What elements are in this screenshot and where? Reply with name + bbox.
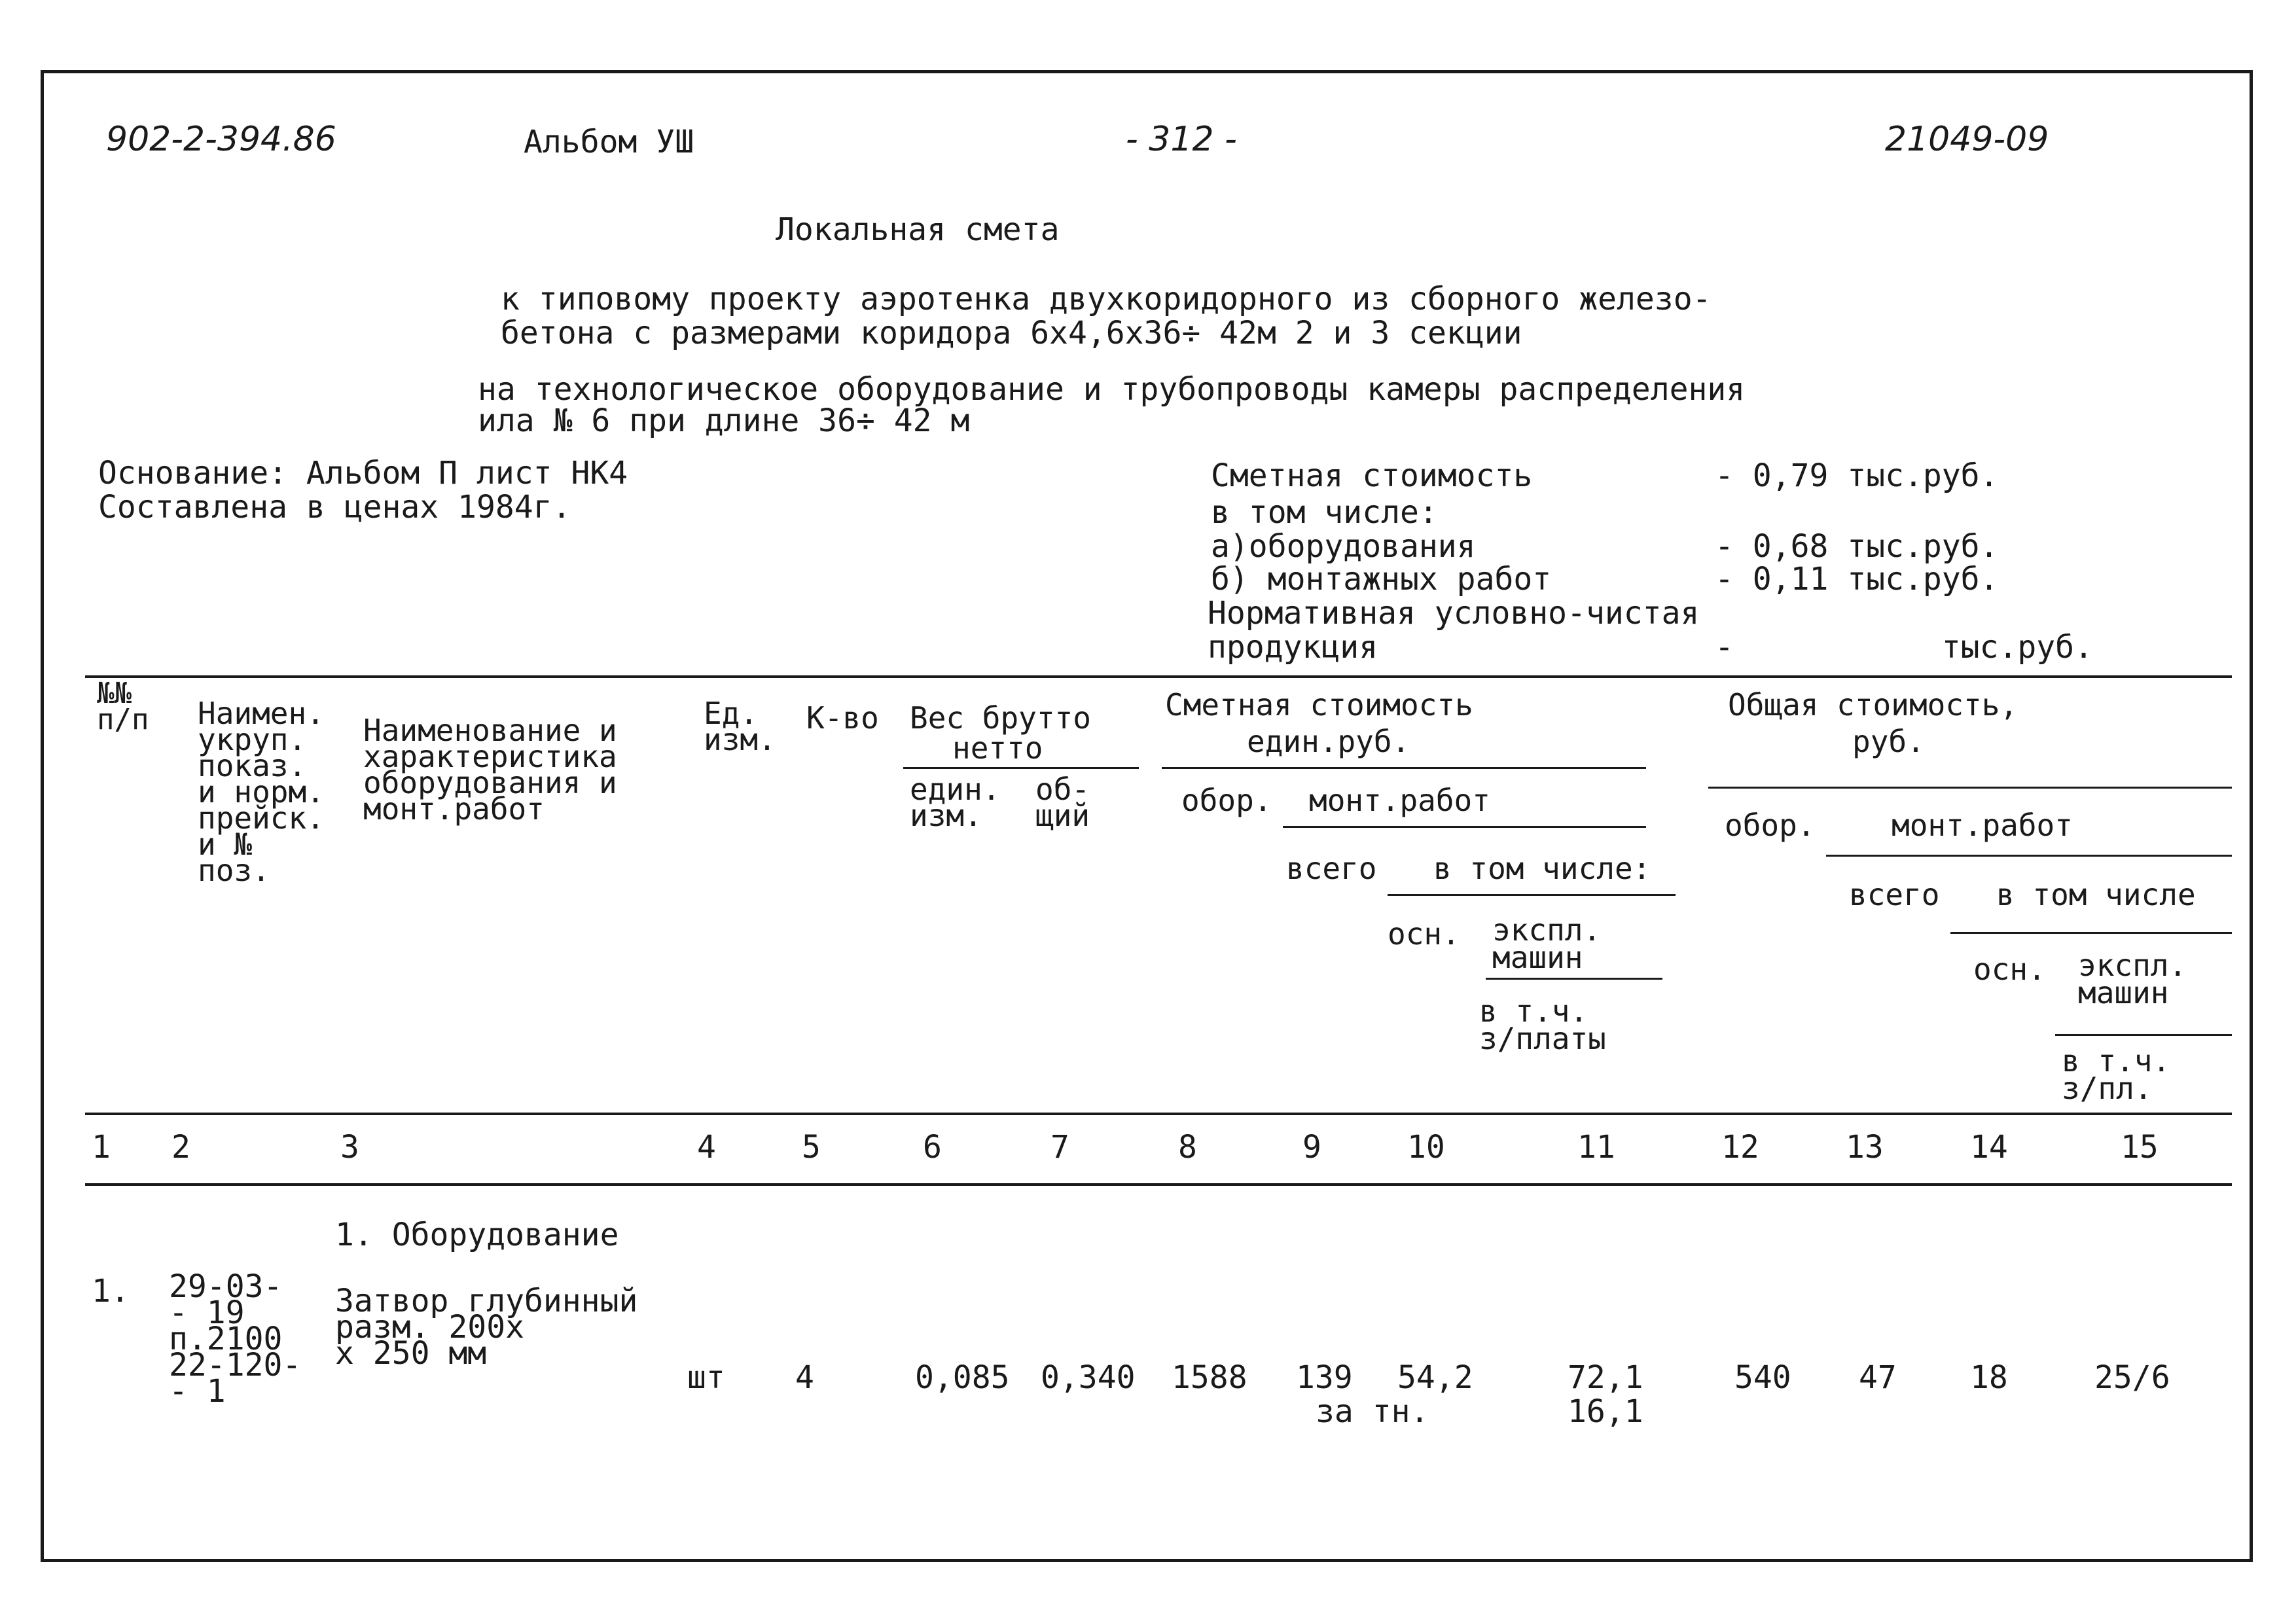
- header-net-weight: нетто: [952, 730, 1043, 766]
- header-gross-weight: Вес брутто: [910, 700, 1091, 736]
- colnum-7: 7: [1050, 1129, 1069, 1166]
- basis-line-2: Составлена в ценах 1984г.: [98, 489, 571, 526]
- row-1-name: Затвор глубинный разм. 200х х 250 мм: [335, 1283, 638, 1372]
- doc-title: Локальная смета: [776, 211, 1060, 248]
- header-row-number: №№ п/п: [97, 677, 149, 736]
- normative-label-1: Нормативная условно-чистая: [1208, 595, 1700, 632]
- row-1-mount-machines: 72,1: [1568, 1359, 1643, 1396]
- colnum-14: 14: [1970, 1129, 2008, 1166]
- row-1-num: 1.: [92, 1273, 130, 1310]
- album-label: Альбом УШ: [524, 124, 694, 160]
- header-weight-total: об- щий: [1035, 772, 1090, 833]
- header-total-equip: обор.: [1725, 808, 1816, 843]
- row-1-mount-total: 139: [1296, 1359, 1353, 1396]
- header-quantity: К-во: [806, 700, 879, 736]
- header-total-including: в том числе: [1996, 877, 2196, 912]
- row-1-total-basic: 18: [1970, 1359, 2008, 1396]
- header-unit-equip: обор.: [1181, 783, 1272, 818]
- row-1-total-mount: 47: [1859, 1359, 1897, 1396]
- mounting-cost-value: - 0,11 тыс.руб.: [1715, 561, 1999, 597]
- header-total-cost: Общая стоимость,: [1728, 687, 2018, 722]
- header-unit-basic: осн.: [1388, 916, 1460, 952]
- unit-mount-rule: [1283, 826, 1646, 828]
- colnum-10: 10: [1407, 1129, 1445, 1166]
- header-total-wages: в т.ч. з/пл.: [2062, 1043, 2171, 1106]
- equipment-cost-label: а)оборудования: [1211, 528, 1476, 565]
- unit-incl-rule: [1388, 894, 1676, 896]
- colnum-bottom-rule: [85, 1183, 2232, 1186]
- row-1-mount-note: за тн.: [1316, 1393, 1429, 1430]
- header-total-basic: осн.: [1973, 952, 2046, 987]
- title-line-1: к типовому проекту аэротенка двухкоридорного из сборного железо-: [501, 281, 1712, 317]
- table-top-rule: [85, 675, 2232, 678]
- row-1-weight-total: 0,340: [1041, 1359, 1136, 1396]
- header-unit-machines: экспл. машин: [1492, 912, 1602, 975]
- title-line-3: на технологическое оборудование и трубопроводы камеры распределения: [478, 371, 1746, 408]
- total-mount-rule: [1826, 855, 2232, 857]
- estimated-cost-label: Сметная стоимость: [1211, 457, 1533, 494]
- total-incl-rule: [1950, 932, 2232, 934]
- unit-machines-rule: [1486, 978, 1662, 980]
- colnum-2: 2: [171, 1129, 190, 1166]
- section-heading: 1. Оборудование: [335, 1217, 619, 1253]
- header-total-cost-sub: руб.: [1852, 724, 1925, 759]
- row-1-weight-unit: 0,085: [915, 1359, 1010, 1396]
- row-1-mount-wages: 16,1: [1568, 1393, 1643, 1430]
- header-unit-cost: Сметная стоимость: [1165, 687, 1473, 722]
- header-weight-unit: един. изм.: [910, 772, 1001, 833]
- colnum-13: 13: [1846, 1129, 1884, 1166]
- doc-code: 902-2-394.86: [106, 120, 336, 159]
- doc-number: 21049-09: [1885, 120, 2049, 159]
- colnum-5: 5: [802, 1129, 821, 1166]
- row-1-code: 29-03- - 19 п.2100 22-120- - 1: [169, 1268, 302, 1410]
- header-unit-cost-sub: един.руб.: [1247, 724, 1410, 759]
- unit-cost-rule: [1162, 767, 1646, 769]
- page-number: - 312 -: [1126, 120, 1237, 159]
- colnum-3: 3: [340, 1129, 359, 1166]
- colnum-11: 11: [1577, 1129, 1615, 1166]
- equipment-cost-value: - 0,68 тыс.руб.: [1715, 528, 1999, 565]
- title-line-2: бетона с размерами коридора 6х4,6х36÷ 42м 2 и 3 секции: [501, 315, 1522, 351]
- header-unit-including: в том числе:: [1433, 851, 1651, 886]
- colnum-9: 9: [1302, 1129, 1321, 1166]
- header-total-mount-total: всего: [1849, 877, 1940, 912]
- estimated-cost-value: - 0,79 тыс.руб.: [1715, 457, 1999, 494]
- row-1-unit: шт: [687, 1359, 725, 1396]
- header-unit-mount: монт.работ: [1309, 783, 1490, 818]
- row-1-total-equip: 540: [1734, 1359, 1791, 1396]
- header-unit-mount-total: всего: [1286, 851, 1377, 886]
- colnum-12: 12: [1721, 1129, 1759, 1166]
- normative-label-2: продукция: [1208, 629, 1378, 666]
- header-bottom-rule: [85, 1113, 2232, 1115]
- normative-value: - тыс.руб.: [1715, 629, 2093, 666]
- row-1-equip-unit: 1588: [1172, 1359, 1247, 1396]
- header-unit: Ед. изм.: [704, 696, 776, 757]
- header-unit-wages: в т.ч. з/платы: [1479, 993, 1606, 1056]
- header-total-machines: экспл. машин: [2078, 948, 2187, 1010]
- row-1-qty: 4: [795, 1359, 814, 1396]
- weight-rule: [903, 767, 1139, 769]
- title-line-4: ила № 6 при длине 36÷ 42 м: [478, 402, 970, 439]
- row-1-total-machines: 25/6: [2094, 1359, 2170, 1396]
- including-label: в том числе:: [1211, 494, 1438, 531]
- total-cost-rule: [1708, 787, 2232, 789]
- header-total-mount: монт.работ: [1892, 808, 2073, 843]
- header-code: Наимен. укруп. показ. и норм. прейск. и № поз.: [198, 696, 325, 888]
- colnum-15: 15: [2121, 1129, 2159, 1166]
- basis-line-1: Основание: Альбом П лист НК4: [98, 455, 628, 491]
- colnum-8: 8: [1178, 1129, 1197, 1166]
- total-machines-rule: [2055, 1034, 2232, 1036]
- row-1-mount-basic: 54,2: [1397, 1359, 1473, 1396]
- colnum-6: 6: [923, 1129, 942, 1166]
- header-description: Наименование и характеристика оборудования и монт.работ: [363, 713, 617, 827]
- colnum-4: 4: [697, 1129, 716, 1166]
- mounting-cost-label: б) монтажных работ: [1211, 561, 1552, 597]
- colnum-1: 1: [92, 1129, 111, 1166]
